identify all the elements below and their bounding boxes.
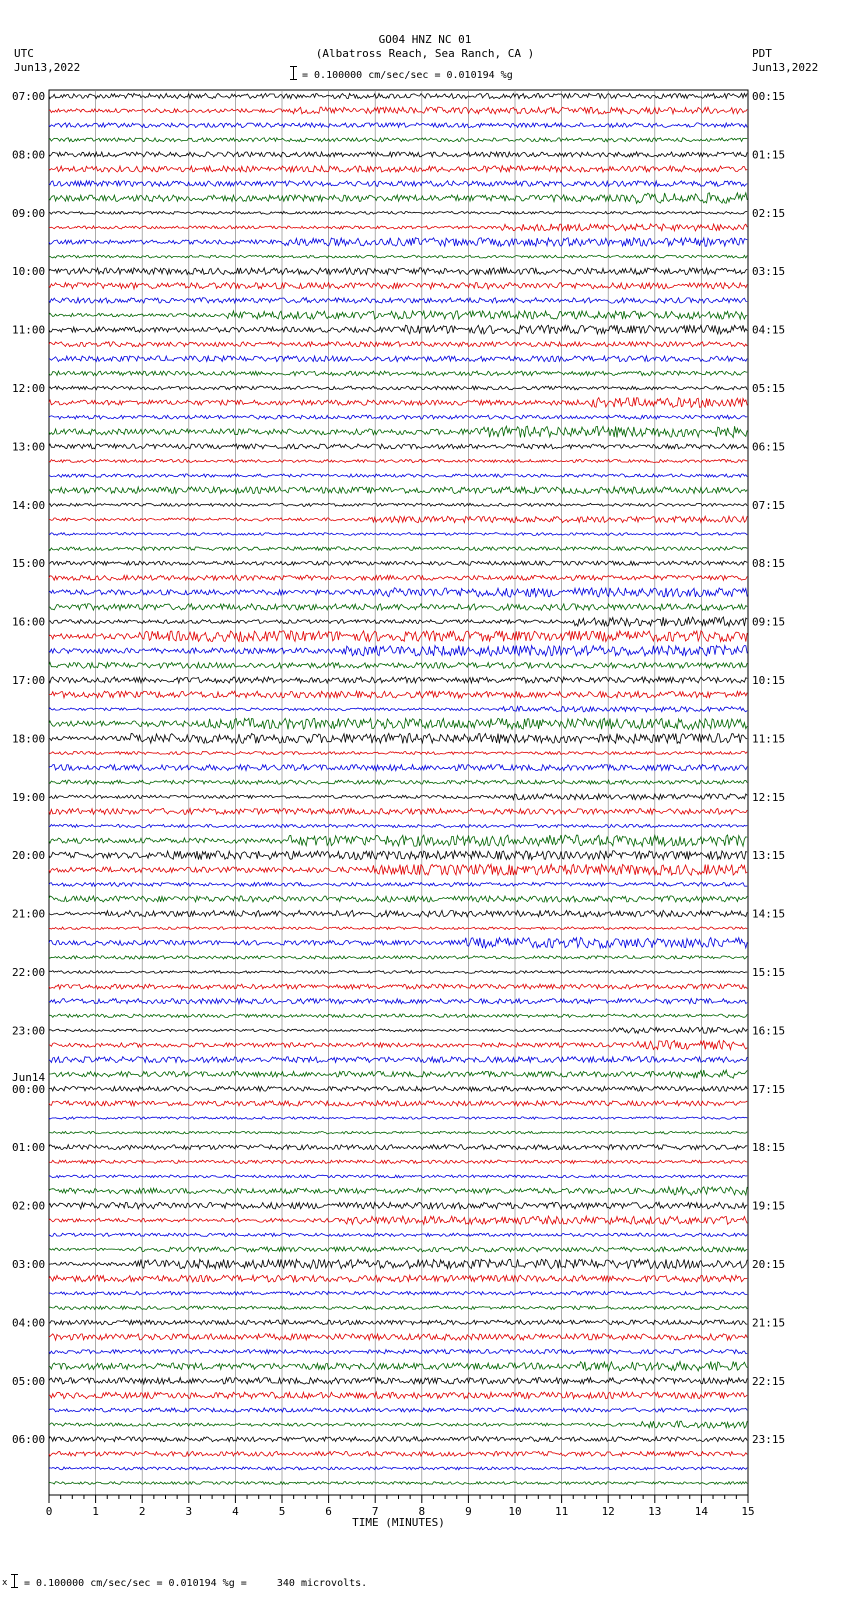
utc-hour-label: 13:00 (12, 440, 46, 454)
pdt-hour-label: 08:15 (752, 557, 786, 571)
seismic-trace (49, 356, 747, 362)
seismic-trace (49, 444, 747, 449)
seismic-trace (49, 193, 747, 204)
footer-scale-bar-top-cap (11, 1574, 18, 1575)
seismic-trace (49, 1334, 747, 1340)
x-tick-label: 8 (418, 1505, 426, 1518)
seismic-trace (49, 211, 747, 214)
seismic-trace (49, 1350, 747, 1354)
seismic-trace (49, 896, 747, 902)
utc-hour-label: 09:00 (12, 206, 46, 220)
seismic-trace (49, 1041, 747, 1050)
utc-hour-label: 04:00 (12, 1316, 46, 1330)
seismic-trace (49, 1306, 747, 1309)
seismic-trace (49, 460, 747, 463)
pdt-hour-label: 11:15 (752, 732, 786, 746)
pdt-hour-label: 10:15 (752, 674, 786, 687)
seismic-trace (49, 311, 747, 319)
utc-hour-label: 19:00 (12, 790, 46, 804)
pdt-hour-label: 05:15 (752, 382, 786, 395)
seismic-trace (49, 398, 747, 408)
seismic-trace (49, 547, 747, 551)
pdt-hour-label: 06:15 (752, 440, 786, 454)
seismic-trace (49, 1437, 747, 1442)
pdt-hour-label: 03:15 (752, 265, 786, 279)
seismic-trace (49, 910, 747, 916)
utc-hour-label: 06:00 (12, 1433, 46, 1447)
pdt-hour-label: 07:15 (752, 498, 786, 512)
seismic-trace (49, 752, 747, 755)
utc-hour-label: 21:00 (12, 907, 46, 921)
x-tick-label: 2 (138, 1505, 146, 1518)
scale-text: = 0.100000 cm/sec/sec = 0.010194 %g (302, 70, 513, 81)
seismic-trace (49, 325, 747, 334)
seismic-trace (49, 224, 747, 231)
seismic-trace (49, 575, 747, 580)
seismic-trace (49, 617, 747, 626)
seismic-trace (49, 588, 747, 597)
seismic-trace (49, 733, 747, 743)
pdt-hour-label: 13:15 (752, 849, 786, 863)
seismic-trace (49, 956, 747, 959)
utc-date: Jun13,2022 (14, 61, 81, 74)
seismic-trace (49, 1145, 747, 1150)
seismic-trace (49, 1216, 747, 1224)
seismic-trace (49, 1408, 747, 1412)
pdt-hour-label: 22:15 (752, 1374, 786, 1388)
utc-hour-label: 11:00 (12, 323, 46, 337)
utc-hour-label: 08:00 (12, 148, 46, 162)
seismic-trace (49, 1057, 747, 1063)
seismic-trace (49, 794, 747, 800)
utc-hour-label: 23:00 (12, 1024, 46, 1038)
pdt-hour-label: 01:15 (752, 148, 786, 162)
seismic-trace (49, 1275, 747, 1282)
seismic-trace (49, 268, 747, 275)
pdt-hour-label: 21:15 (752, 1316, 786, 1330)
seismic-trace (49, 631, 747, 642)
x-tick-label: 15 (741, 1505, 755, 1518)
pdt-label: PDT (752, 47, 772, 60)
seismic-trace (49, 780, 747, 784)
seismic-trace (49, 487, 747, 494)
seismic-trace (49, 1086, 747, 1091)
seismic-trace (49, 1378, 747, 1384)
seismic-trace (49, 1070, 747, 1078)
seismic-trace (49, 765, 747, 771)
seismic-trace (49, 663, 747, 669)
seismic-trace (49, 426, 747, 437)
footer-scale-bar-icon (14, 1574, 15, 1588)
utc-hour-label: 18:00 (12, 732, 46, 746)
seismic-trace (49, 1451, 747, 1456)
seismic-trace (49, 1101, 747, 1106)
seismic-trace (49, 123, 747, 128)
utc-hour-label: 14:00 (12, 498, 46, 512)
pdt-hour-label: 09:15 (752, 615, 786, 629)
seismic-trace (49, 1482, 747, 1485)
pdt-hour-label: 19:15 (752, 1199, 786, 1213)
x-tick-label: 11 (554, 1505, 569, 1518)
seismic-trace (49, 1117, 747, 1119)
seismic-trace (49, 1202, 747, 1209)
x-tick-label: 6 (325, 1505, 332, 1518)
seismic-trace (49, 166, 747, 172)
seismic-trace (49, 255, 747, 258)
seismic-trace (49, 503, 747, 506)
pdt-hour-label: 12:15 (752, 790, 786, 804)
pdt-hour-label: 04:15 (752, 323, 786, 337)
seismic-trace (49, 938, 747, 949)
seismic-trace (49, 342, 747, 347)
seismic-trace (49, 152, 747, 157)
seismic-trace (49, 283, 747, 289)
seismic-trace (49, 927, 747, 930)
utc-hour-label: 22:00 (12, 966, 46, 979)
x-axis-title: TIME (MINUTES) (352, 1516, 445, 1529)
utc-hour-label: 01:00 (12, 1141, 46, 1155)
x-tick-label: 4 (232, 1505, 239, 1518)
x-tick-label: 10 (508, 1505, 522, 1518)
seismic-trace (49, 824, 747, 827)
seismic-trace (49, 386, 747, 390)
pdt-hour-label: 00:15 (752, 90, 786, 103)
utc-hour-label: 16:00 (12, 615, 46, 629)
seismic-trace (49, 1467, 747, 1470)
seismic-trace (49, 971, 747, 974)
utc-label: UTC (14, 47, 34, 60)
seismic-trace (49, 604, 747, 611)
seismic-trace (49, 1362, 747, 1371)
seismic-trace (49, 1160, 747, 1163)
seismic-trace (49, 1247, 747, 1252)
x-tick-label: 14 (694, 1505, 709, 1518)
seismic-trace (49, 415, 747, 419)
utc-hour-label: 15:00 (12, 557, 46, 571)
utc-hour-label: 00:00 (12, 1082, 46, 1096)
seismic-trace (49, 1014, 747, 1017)
seismic-trace (49, 646, 747, 657)
pdt-hour-label: 20:15 (752, 1258, 786, 1271)
seismic-trace (49, 718, 747, 729)
seismic-trace (49, 1187, 747, 1196)
utc-hour-label: 02:00 (12, 1199, 46, 1213)
seismic-trace (49, 864, 747, 875)
x-tick-label: 5 (278, 1505, 286, 1518)
seismic-trace (49, 677, 747, 683)
utc-hour-label: 10:00 (12, 265, 46, 279)
utc-hour-label: 07:00 (12, 90, 46, 103)
seismic-trace (49, 1392, 747, 1398)
seismic-trace (49, 882, 747, 886)
seismic-trace (49, 707, 747, 712)
seismic-trace (49, 691, 747, 698)
utc-hour-label: 20:00 (12, 849, 46, 863)
seismic-trace (49, 93, 747, 98)
x-tick-label: 13 (648, 1505, 662, 1518)
pdt-hour-label: 18:15 (752, 1141, 786, 1155)
pdt-hour-label: 14:15 (752, 907, 786, 921)
pdt-hour-label: 15:15 (752, 966, 786, 979)
utc-hour-label: 03:00 (12, 1258, 46, 1271)
seismic-trace (49, 1027, 747, 1033)
pdt-hour-label: 02:15 (752, 206, 786, 220)
x-tick-label: 12 (601, 1505, 615, 1518)
footer-scale-text: = 0.100000 cm/sec/sec = 0.010194 %g = 340 microvolts. (24, 1578, 368, 1589)
utc-hour-label: 12:00 (12, 382, 46, 395)
seismic-trace (49, 1175, 747, 1178)
seismic-trace (49, 474, 747, 477)
x-tick-label: 7 (371, 1505, 379, 1518)
date-change-label: Jun14 (12, 1070, 46, 1084)
utc-hour-label: 05:00 (12, 1374, 46, 1388)
seismic-trace (49, 1259, 747, 1268)
seismic-trace (49, 1320, 747, 1325)
seismic-trace (49, 1131, 747, 1134)
x-tick-label: 9 (465, 1505, 472, 1518)
pdt-hour-label: 17:15 (752, 1082, 786, 1096)
seismic-trace (49, 138, 747, 142)
seismic-trace (49, 238, 747, 247)
location-title: (Albatross Reach, Sea Ranch, CA ) (315, 47, 535, 60)
seismic-trace (49, 107, 747, 114)
x-tick-label: 3 (185, 1505, 193, 1518)
seismic-trace (49, 999, 747, 1004)
seismic-trace (49, 516, 747, 522)
seismic-trace (49, 561, 747, 565)
footer-mark-icon: x (2, 1578, 8, 1588)
utc-hour-label: 17:00 (12, 674, 46, 687)
pdt-hour-label: 23:15 (752, 1433, 786, 1447)
seismic-trace (49, 1233, 747, 1236)
seismic-trace (49, 984, 747, 989)
footer-scale-bar-bottom-cap (11, 1587, 18, 1588)
pdt-hour-label: 16:15 (752, 1024, 786, 1038)
seismic-trace (49, 1291, 747, 1295)
seismic-trace (49, 181, 747, 187)
seismic-trace (49, 808, 747, 814)
seismic-trace (49, 533, 747, 536)
seismic-trace (49, 851, 747, 860)
seismic-trace (49, 298, 747, 303)
seismic-trace (49, 371, 747, 376)
pdt-date: Jun13,2022 (752, 61, 819, 74)
station-title: GO04 HNZ NC 01 (378, 33, 472, 46)
seismic-trace (49, 835, 747, 846)
x-tick-label: 0 (45, 1505, 53, 1518)
x-tick-label: 1 (92, 1505, 99, 1518)
seismic-trace (49, 1421, 747, 1428)
